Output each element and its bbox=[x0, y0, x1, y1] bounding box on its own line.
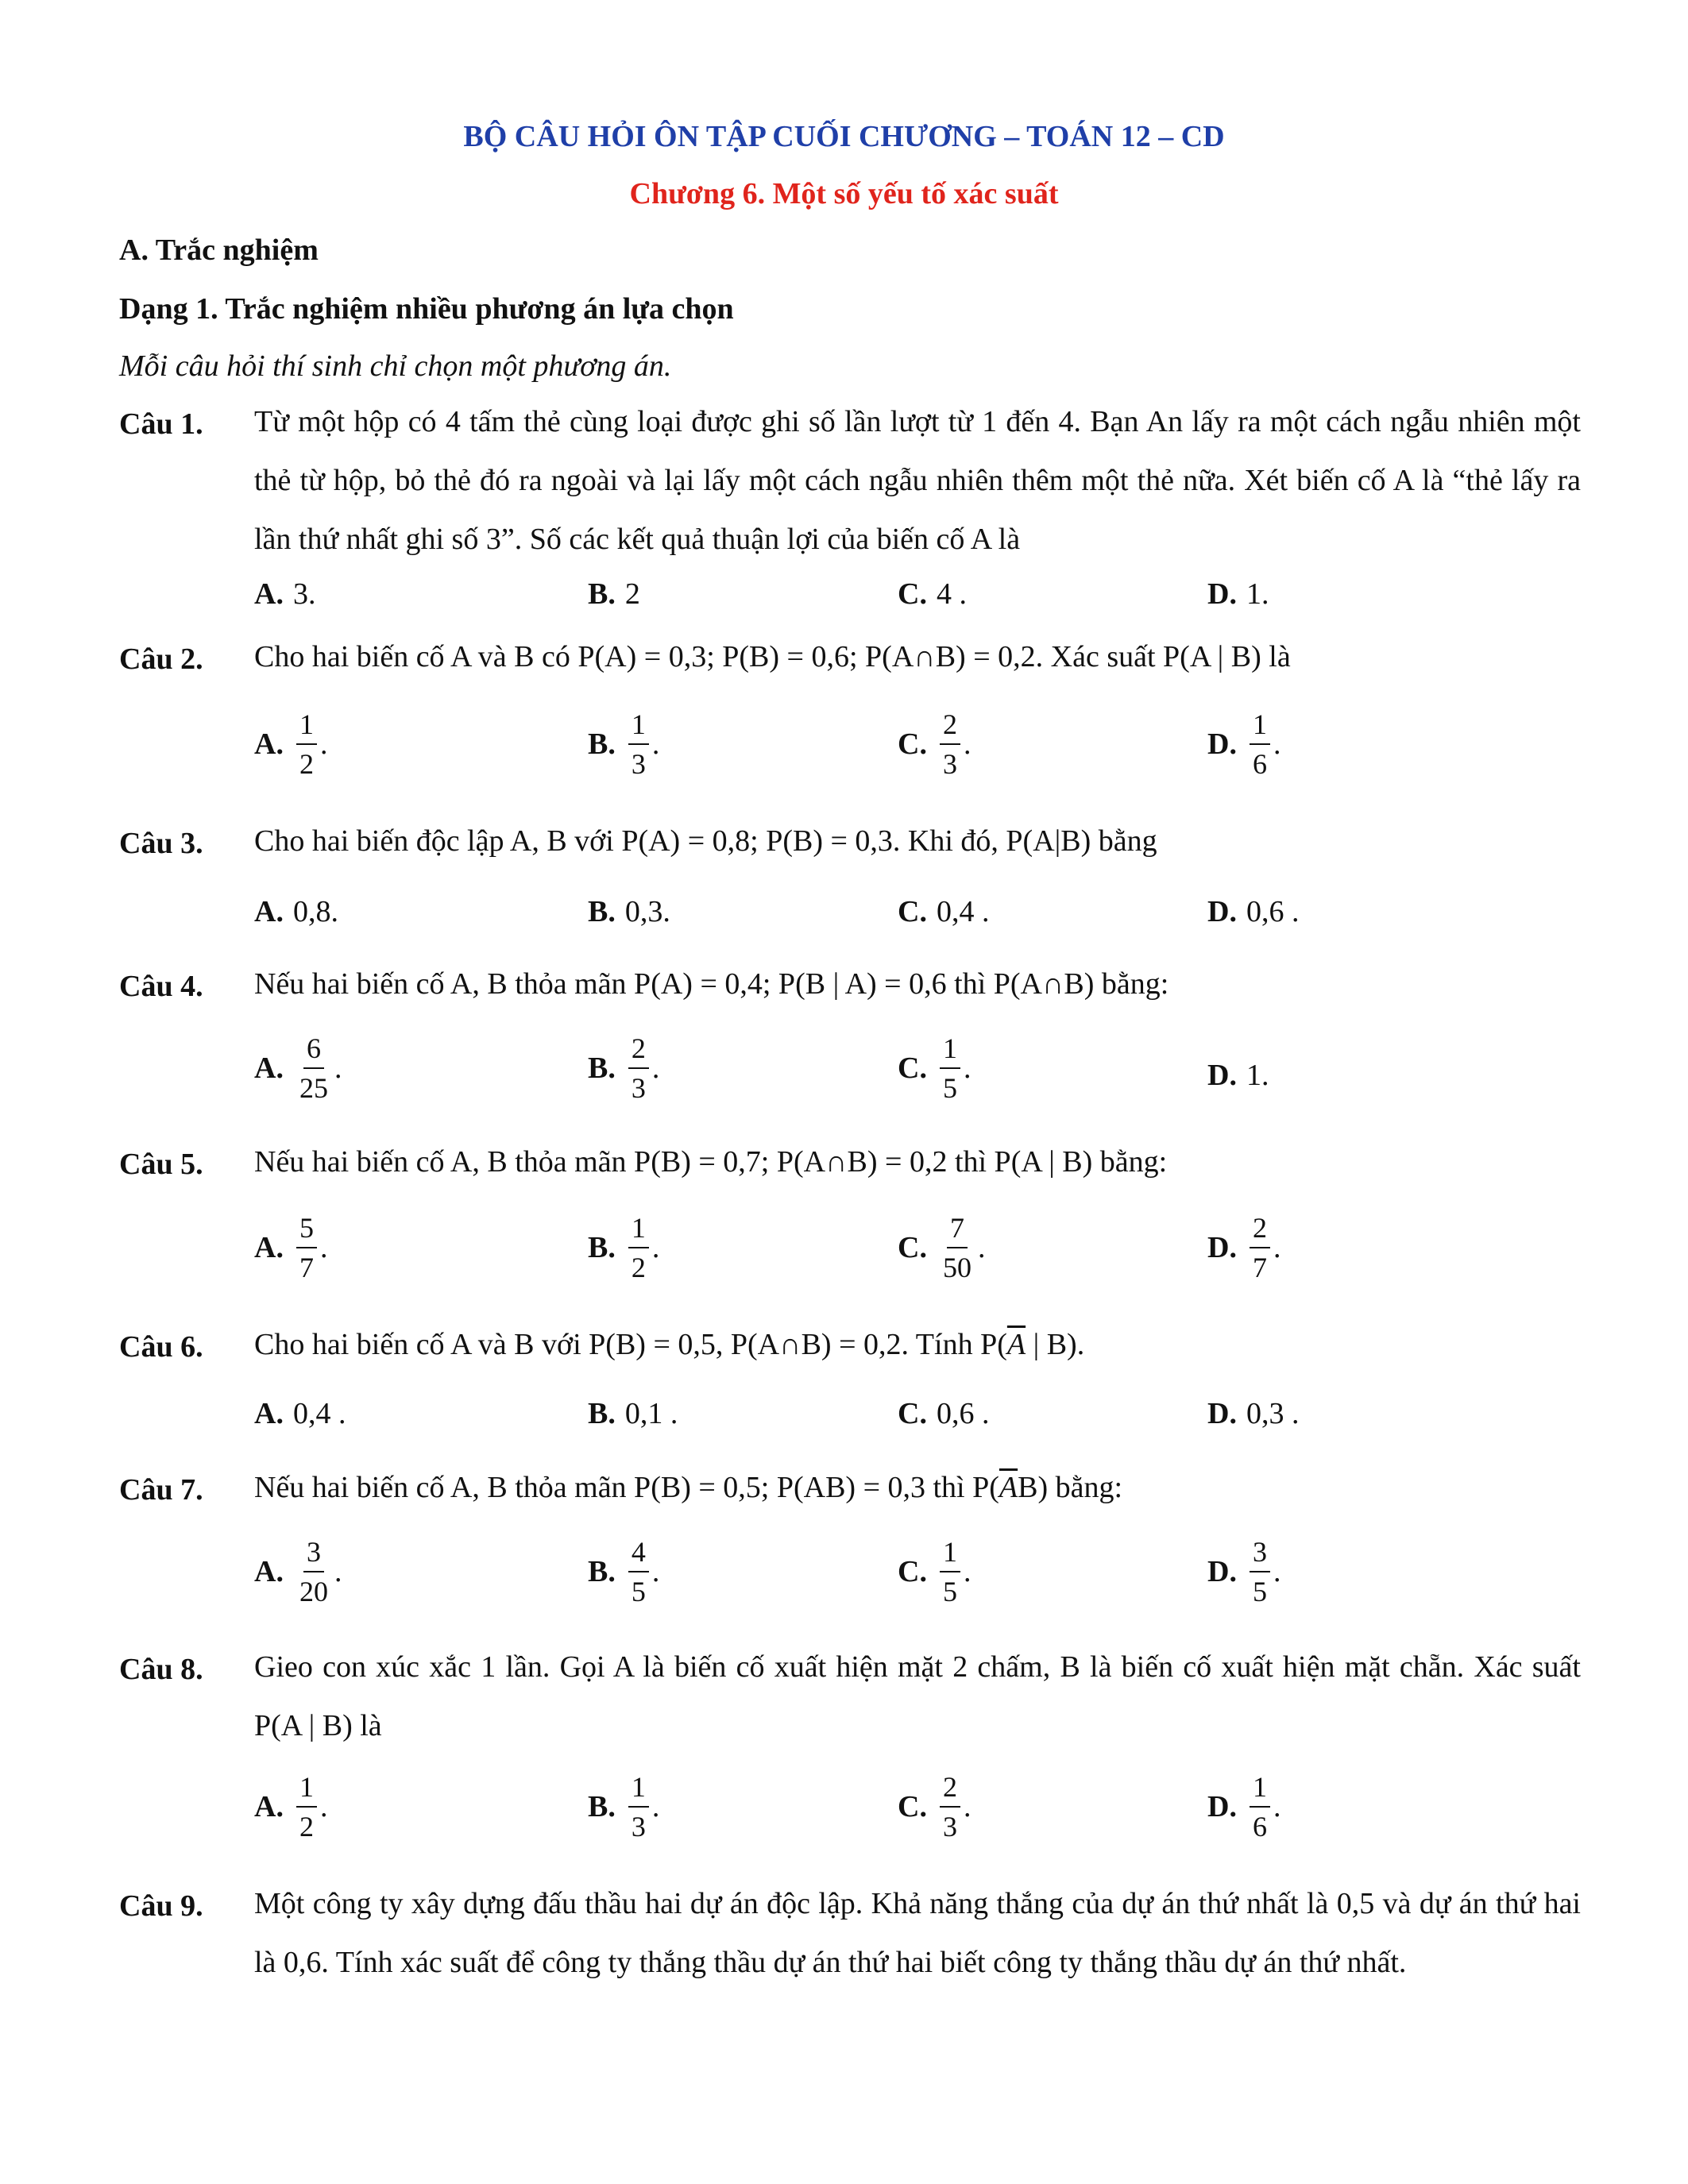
fraction bbox=[628, 1773, 649, 1841]
denominator: 20 bbox=[299, 1576, 328, 1607]
question-1-option-d bbox=[1207, 577, 1269, 612]
question-8-option-b: B. $\frac{1}{3}$ . bbox=[588, 1771, 660, 1843]
option-label: C. bbox=[898, 727, 927, 761]
fraction bbox=[1250, 1214, 1270, 1282]
fraction bbox=[1250, 1538, 1270, 1606]
question-1-option-b bbox=[588, 577, 640, 612]
question-7-text-end: B) bằng: bbox=[1018, 1471, 1123, 1504]
question-3-label: Câu 3. bbox=[119, 827, 203, 860]
question-6-option-b bbox=[588, 1396, 678, 1431]
option-label: B. bbox=[588, 1555, 616, 1588]
denominator: 5 bbox=[1252, 1576, 1267, 1607]
fraction bbox=[940, 710, 960, 778]
question-4-option-c: C. $\frac{1}{5}$ . bbox=[898, 1032, 971, 1104]
option-label: B. bbox=[588, 1790, 616, 1823]
fraction bbox=[296, 1538, 331, 1606]
option-value: 0,3 . bbox=[1246, 1397, 1300, 1430]
question-4-label: Câu 4. bbox=[119, 970, 203, 1003]
option-value: 0,4 . bbox=[292, 1397, 346, 1430]
question-3-option-c bbox=[898, 894, 989, 929]
denominator: 2 bbox=[631, 1252, 646, 1283]
option-label: C. bbox=[898, 1051, 927, 1085]
numerator: 1 bbox=[940, 1538, 960, 1572]
fraction bbox=[628, 710, 649, 778]
denominator: 7 bbox=[299, 1252, 314, 1283]
option-label: B. bbox=[588, 577, 616, 611]
question-6-text-end: | B). bbox=[1026, 1328, 1085, 1361]
complement-a: $\overline{A}$ bbox=[1006, 1328, 1026, 1361]
option-label: B. bbox=[588, 1231, 616, 1264]
numerator: 1 bbox=[940, 1034, 960, 1069]
fraction bbox=[296, 710, 317, 778]
fraction bbox=[628, 1214, 649, 1282]
denominator: 2 bbox=[299, 1811, 314, 1843]
question-6-option-c bbox=[898, 1396, 989, 1431]
question-7-option-a: A. $\frac{3}{20}$ . bbox=[254, 1536, 342, 1607]
denominator: 5 bbox=[942, 1072, 957, 1104]
numerator: 4 bbox=[628, 1538, 649, 1572]
question-8-option-a: A. $\frac{1}{2}$ . bbox=[254, 1771, 328, 1843]
question-4-option-d bbox=[1207, 1058, 1269, 1093]
denominator: 3 bbox=[631, 1811, 646, 1843]
numerator: 5 bbox=[296, 1214, 317, 1248]
question-2-option-d: D. $\frac{1}{6}$ . bbox=[1207, 708, 1281, 780]
option-value: 2 bbox=[624, 577, 640, 611]
option-label: B. bbox=[588, 895, 616, 928]
question-6-option-a bbox=[254, 1396, 346, 1431]
question-7-option-b: B. $\frac{4}{5}$ . bbox=[588, 1536, 660, 1607]
option-label: C. bbox=[898, 1397, 927, 1430]
question-3-text: Cho hai biến độc lập A, B với P(A) = 0,8; P(B) = 0,3. Khi đó, P(A|B) bằng bbox=[254, 824, 1157, 858]
option-label: A. bbox=[254, 577, 284, 611]
question-7-option-d: D. $\frac{3}{5}$ . bbox=[1207, 1536, 1281, 1607]
option-label: D. bbox=[1207, 727, 1237, 761]
denominator: 5 bbox=[942, 1576, 957, 1607]
question-5-option-d: D. $\frac{2}{7}$ . bbox=[1207, 1212, 1281, 1283]
question-6-option-d bbox=[1207, 1396, 1299, 1431]
numerator: 1 bbox=[296, 710, 317, 745]
option-label: D. bbox=[1207, 1790, 1237, 1823]
question-3-option-a bbox=[254, 894, 338, 929]
question-2-option-b: B. $\frac{1}{3}$ . bbox=[588, 708, 660, 780]
question-8-option-c: C. $\frac{2}{3}$ . bbox=[898, 1771, 971, 1843]
numerator: 3 bbox=[303, 1538, 324, 1572]
option-value: 0,4 . bbox=[936, 895, 990, 928]
question-8-option-d: D. $\frac{1}{6}$ . bbox=[1207, 1771, 1281, 1843]
option-label: D. bbox=[1207, 1231, 1237, 1264]
option-label: D. bbox=[1207, 1397, 1237, 1430]
question-9-text: Một công ty xây dựng đấu thầu hai dự án độc lập. Khả năng thắng của dự án thứ nhất là 0,5 và dự án thứ hai là 0,6. Tính xác suất để công ty thắng thầu dự án thứ hai biết công ty thắng thầu dự án thứ nhất. bbox=[254, 1887, 1581, 1979]
question-1-option-c bbox=[898, 577, 967, 612]
question-3-option-d bbox=[1207, 894, 1299, 929]
question-1-label: Câu 1. bbox=[119, 407, 203, 441]
option-label: B. bbox=[588, 1051, 616, 1085]
numerator: 1 bbox=[628, 1773, 649, 1808]
fraction bbox=[1250, 1773, 1270, 1841]
denominator: 25 bbox=[299, 1072, 328, 1104]
fraction bbox=[296, 1214, 317, 1282]
option-label: A. bbox=[254, 1555, 284, 1588]
numerator: 2 bbox=[1250, 1214, 1270, 1248]
denominator: 6 bbox=[1252, 1811, 1267, 1843]
numerator: 7 bbox=[947, 1214, 968, 1248]
dang-heading: Dạng 1. Trắc nghiệm nhiều phương án lựa chọn bbox=[119, 292, 734, 326]
question-5-option-b: B. $\frac{1}{2}$ . bbox=[588, 1212, 660, 1283]
option-value: 3. bbox=[292, 577, 316, 611]
question-5-option-c: C. $\frac{7}{50}$ . bbox=[898, 1212, 986, 1283]
instruction-text: Mỗi câu hỏi thí sinh chỉ chọn một phương án. bbox=[119, 349, 672, 383]
denominator: 2 bbox=[299, 748, 314, 780]
denominator: 3 bbox=[631, 1072, 646, 1104]
option-label: C. bbox=[898, 1555, 927, 1588]
fraction bbox=[296, 1773, 317, 1841]
section-heading: A. Trắc nghiệm bbox=[119, 233, 319, 267]
denominator: 3 bbox=[942, 748, 957, 780]
fraction bbox=[296, 1034, 331, 1102]
question-9-label: Câu 9. bbox=[119, 1889, 203, 1923]
question-2-option-c: C. $\frac{2}{3}$ . bbox=[898, 708, 971, 780]
option-label: A. bbox=[254, 895, 284, 928]
question-7-text bbox=[254, 1458, 1581, 1517]
option-label: A. bbox=[254, 1790, 284, 1823]
question-6-text-start: Cho hai biến cố A và B với P(B) = 0,5, P(A∩B) = 0,2. Tính P( bbox=[254, 1328, 1007, 1361]
question-8-label: Câu 8. bbox=[119, 1653, 203, 1686]
option-value: 0,8. bbox=[292, 895, 338, 928]
option-label: A. bbox=[254, 1397, 284, 1430]
denominator: 5 bbox=[631, 1576, 646, 1607]
option-label: B. bbox=[588, 1397, 616, 1430]
numerator: 1 bbox=[296, 1773, 317, 1808]
option-value: 1. bbox=[1246, 577, 1269, 611]
numerator: 1 bbox=[1250, 710, 1270, 745]
option-label: A. bbox=[254, 727, 284, 761]
option-label: C. bbox=[898, 577, 927, 611]
fraction bbox=[940, 1214, 975, 1282]
question-6-text bbox=[254, 1315, 1581, 1374]
numerator: 1 bbox=[628, 710, 649, 745]
chapter-title: Chương 6. Một số yếu tố xác suất bbox=[629, 177, 1059, 210]
document-title: BỘ CÂU HỎI ÔN TẬP CUỐI CHƯƠNG – TOÁN 12 – CD bbox=[463, 120, 1225, 153]
denominator: 3 bbox=[631, 748, 646, 780]
option-label: C. bbox=[898, 1790, 927, 1823]
question-2-option-a: A. $\frac{1}{2}$ . bbox=[254, 708, 328, 780]
fraction bbox=[940, 1538, 960, 1606]
numerator: 2 bbox=[940, 710, 960, 745]
numerator: 2 bbox=[940, 1773, 960, 1808]
denominator: 6 bbox=[1252, 748, 1267, 780]
option-value: 0,1 . bbox=[624, 1397, 678, 1430]
option-label: B. bbox=[588, 727, 616, 761]
question-3-option-b bbox=[588, 894, 670, 929]
denominator: 50 bbox=[942, 1252, 971, 1283]
numerator: 1 bbox=[628, 1214, 649, 1248]
option-label: D. bbox=[1207, 1059, 1237, 1092]
numerator: 6 bbox=[303, 1034, 324, 1069]
complement-a: $\overline{A}$ bbox=[999, 1471, 1018, 1504]
option-value: 0,3. bbox=[624, 895, 670, 928]
question-2-label: Câu 2. bbox=[119, 642, 203, 676]
question-5-option-a: A. $\frac{5}{7}$ . bbox=[254, 1212, 328, 1283]
fraction bbox=[1250, 710, 1270, 778]
denominator: 7 bbox=[1252, 1252, 1267, 1283]
option-label: C. bbox=[898, 895, 927, 928]
option-value: 4 . bbox=[936, 577, 967, 611]
question-7-text-start: Nếu hai biến cố A, B thỏa mãn P(B) = 0,5; P(AB) = 0,3 thì P( bbox=[254, 1471, 999, 1504]
question-1-option-a bbox=[254, 577, 315, 612]
question-2-text: Cho hai biến cố A và B có P(A) = 0,3; P(B) = 0,6; P(A∩B) = 0,2. Xác suất P(A | B) là bbox=[254, 640, 1291, 673]
option-label: D. bbox=[1207, 895, 1237, 928]
question-4-option-b: B. $\frac{2}{3}$ . bbox=[588, 1032, 660, 1104]
option-label: C. bbox=[898, 1231, 927, 1264]
question-8-text: Gieo con xúc xắc 1 lần. Gọi A là biến cố xuất hiện mặt 2 chấm, B là biến cố xuất hiện mặt chẵn. Xác suất P(A | B) là bbox=[254, 1650, 1581, 1742]
question-1-text: Từ một hộp có 4 tấm thẻ cùng loại được ghi số lần lượt từ 1 đến 4. Bạn An lấy ra một cách ngẫu nhiên một thẻ từ hộp, bỏ thẻ đó ra ngoài và lại lấy một cách ngẫu nhiên thêm một thẻ nữa. Xét biến cố A là “thẻ lấy ra lần thứ nhất ghi số 3”. Số các kết quả thuận lợi của biến cố A là bbox=[254, 405, 1581, 556]
question-4-option-a: A. $\frac{6}{25}$ . bbox=[254, 1032, 342, 1104]
option-label: A. bbox=[254, 1231, 284, 1264]
option-value: 1. bbox=[1246, 1059, 1269, 1092]
question-5-label: Câu 5. bbox=[119, 1148, 203, 1181]
fraction bbox=[628, 1034, 649, 1102]
denominator: 3 bbox=[942, 1811, 957, 1843]
numerator: 2 bbox=[628, 1034, 649, 1069]
question-5-text: Nếu hai biến cố A, B thỏa mãn P(B) = 0,7; P(A∩B) = 0,2 thì P(A | B) bằng: bbox=[254, 1145, 1168, 1179]
numerator: 3 bbox=[1250, 1538, 1270, 1572]
fraction bbox=[940, 1034, 960, 1102]
fraction bbox=[940, 1773, 960, 1841]
option-label: D. bbox=[1207, 577, 1237, 611]
question-4-text: Nếu hai biến cố A, B thỏa mãn P(A) = 0,4; P(B | A) = 0,6 thì P(A∩B) bằng: bbox=[254, 967, 1169, 1001]
option-label: D. bbox=[1207, 1555, 1237, 1588]
question-7-option-c: C. $\frac{1}{5}$ . bbox=[898, 1536, 971, 1607]
option-label: A. bbox=[254, 1051, 284, 1085]
option-value: 0,6 . bbox=[1246, 895, 1300, 928]
numerator: 1 bbox=[1250, 1773, 1270, 1808]
option-value: 0,6 . bbox=[936, 1397, 990, 1430]
question-6-label: Câu 6. bbox=[119, 1330, 203, 1364]
question-7-label: Câu 7. bbox=[119, 1473, 203, 1507]
fraction bbox=[628, 1538, 649, 1606]
